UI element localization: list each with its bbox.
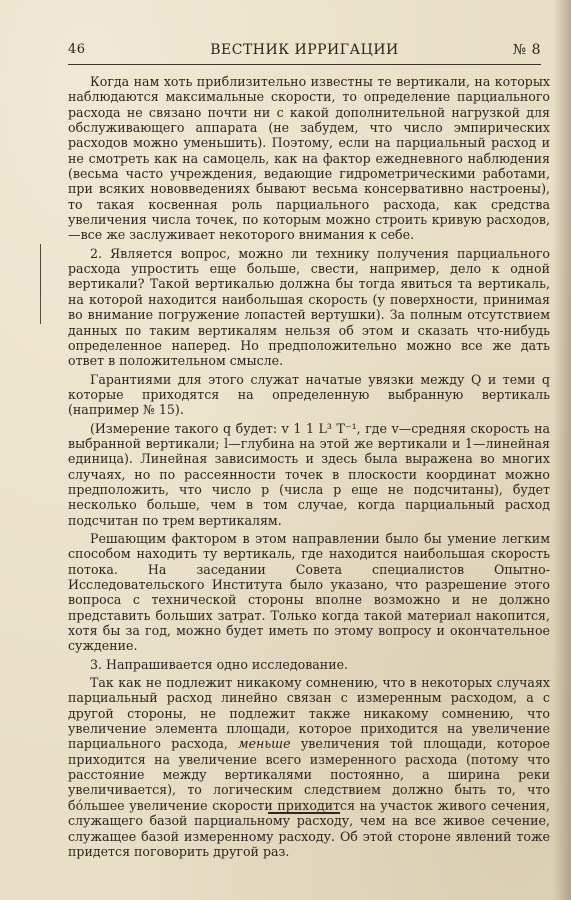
paragraph-1: Когда нам хоть приблизительно известны те вертикали, на которых наблюдаются максимальные скорости, то определение парциального расхода не связано почти ни с какой дополнительной нагрузкой для обслуживающего аппарата (не забудем, что число эмпирических расходов можно уменьшить). Поэтому, если на парциальный расход и не смотреть как на самоцель, как на фактор ежедневного наблюдения (весьма часто учреждения, ведающие гидрометрическими работами, при всяких нововведениях бывают весьма консервативно настроены), то такая косвенная роль парциального расхода, как средства увеличения числа точек, по которым можно строить кривую расходов,—все же заслуживает некоторого внимания к себе. [68,74,550,243]
paragraph-7 [68,675,550,859]
page-number: 46 [68,42,86,57]
paragraph-4: (Измерение такого q будет: v 1 1 L³ T⁻¹, где v—средняя скорость на выбранной вертикали; l—глубина на этой же вертикали и 1—линейная единица). Линейная зависимость и здесь была выражена во многих случаях, но по рассеянности точек в плоскости координат можно предположить, что число p (числа p еще не подсчитаны), будет несколько больше, чем в том случае, когда парциальный расход подсчитан по трем вертикалям. [68,420,550,528]
running-header [68,40,541,62]
margin-pencil-mark [40,244,41,324]
journal-title: ВЕСТНИК ИРРИГАЦИИ [210,42,399,58]
header-rule [68,64,541,65]
paragraph-7-end: увеличения той площади, которое приходится на увеличение всего измеренного расхода (потому что расстояние между вертикалями постоянно, а ширина реки увеличивается), то логическим следствием должно быть то, что бо́льшее увеличение скорости приходится на участок живого сечения, служащего базой парциальному расходу, чем на все живое сечение, служащее базой измеренному расходу. Об этой стороне явлений тоже придется поговорить другой раз. [68,736,550,859]
paragraph-2: 2. Является вопрос, можно ли технику получения парциального расхода упростить еще больше, свести, например, дело к одной вертикали? Такой вертикалью должна бы тогда явиться та вертикаль, на которой находится наибольшая скорость (у поверхности, принимая во внимание погружение лопастей вертушки). За полным отсутствием данных по таким вертикалям нельзя об этом и сказать что-нибудь определенное наперед. Но предположительно можно все же дать ответ в положительном смысле. [68,245,550,369]
paragraph-7-start: Так как не подлежит никакому сомнению, что в некоторых случаях парциальный расход линейно связан с измеренным расходом, а с другой стороны, не подлежит также никакому сомнению, что увеличение элемента площади, которое приходится на увеличение парциального расхода, [68,675,550,752]
article-body [68,74,550,862]
section-3-heading: 3. Напрашивается одно исследование. [90,656,349,672]
paragraph-5: Решающим фактором в этом направлении было бы умение легким способом находить ту вертикаль, где находится наибольшая скорость потока. На заседании Совета специалистов Опытно-Исследовательского Института было указано, что разрешение этого вопроса с технической стороны вполне возможно и не должно представить больших затрат. Только когда такой материал накопится, хотя бы за год, можно будет иметь по этому вопросу и окончательное суждение. [68,530,550,654]
end-rule [268,812,340,814]
emphasis-word: меньше [238,736,291,752]
paragraph-3: Гарантиями для этого служат начатые увязки между Q и теми q которые приходятся на определенную выбранную вертикаль (например № 15). [68,371,550,418]
issue-number: № 8 [512,42,541,58]
